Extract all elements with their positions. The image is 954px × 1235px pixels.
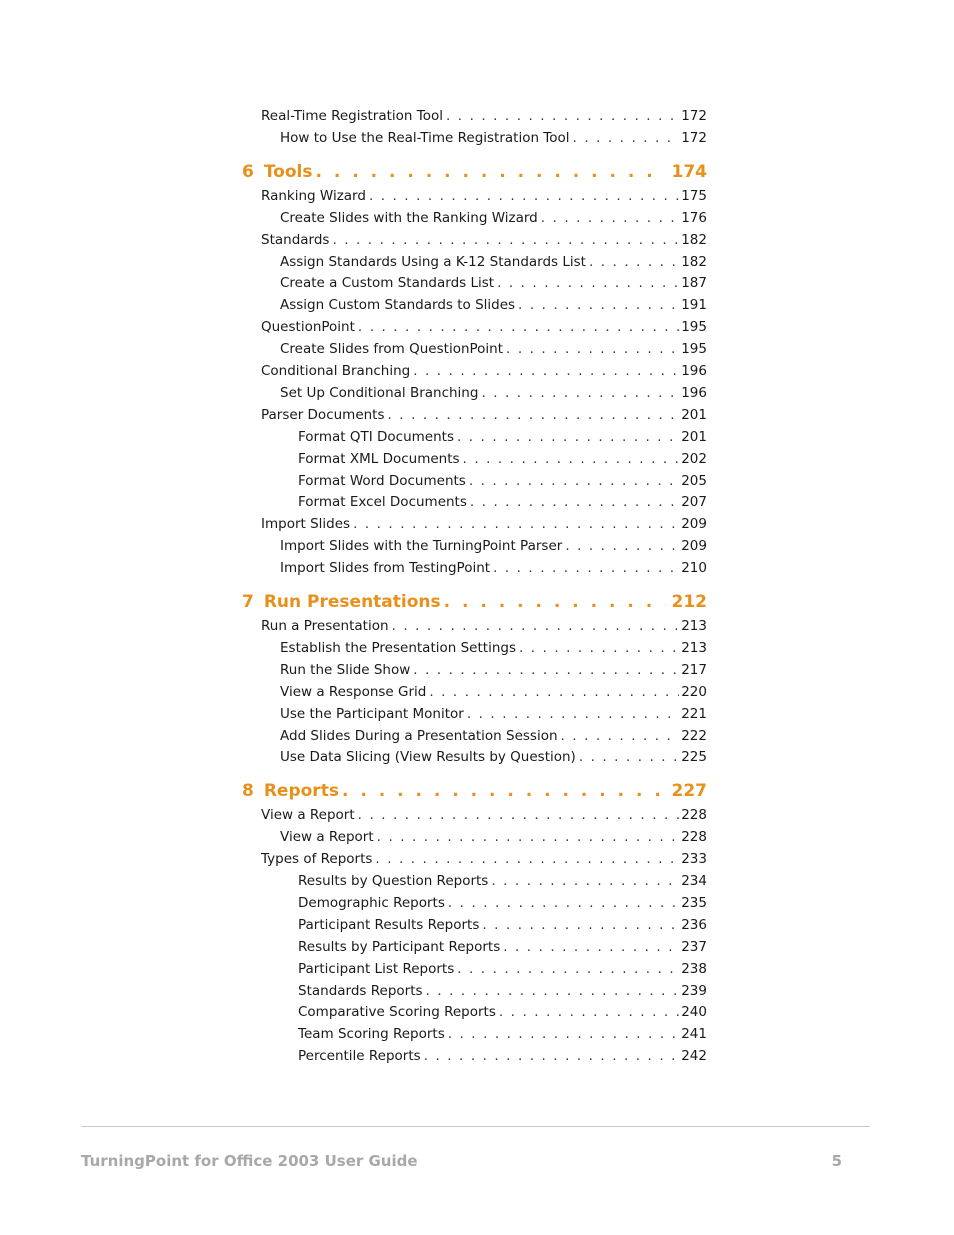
chapter-title: Tools bbox=[263, 161, 313, 182]
toc-entry-level-3[interactable] bbox=[298, 1002, 707, 1022]
toc-entry-level-2[interactable] bbox=[280, 295, 707, 315]
dot-leader bbox=[499, 1002, 679, 1022]
toc-entry-title: Types of Reports bbox=[261, 851, 373, 868]
toc-entry-page-number: 239 bbox=[681, 982, 707, 999]
dot-leader bbox=[565, 536, 679, 556]
toc-entry-level-2[interactable] bbox=[280, 638, 707, 658]
toc-entry-level-3[interactable] bbox=[298, 959, 707, 979]
toc-entry-title: View a Response Grid bbox=[280, 683, 427, 700]
toc-entry-page-number: 205 bbox=[681, 472, 707, 489]
toc-entry-title: Import Slides from TestingPoint bbox=[280, 560, 491, 577]
dot-leader bbox=[491, 871, 679, 891]
toc-entry-title: Use Data Slicing (View Results by Question) bbox=[280, 749, 576, 766]
toc-entry-level-2[interactable] bbox=[280, 383, 707, 403]
toc-entry-title: Set Up Conditional Branching bbox=[280, 384, 479, 401]
dot-leader bbox=[541, 208, 679, 228]
toc-entry-level-1[interactable] bbox=[261, 317, 707, 337]
toc-entry-page-number: 195 bbox=[681, 319, 707, 336]
dot-leader bbox=[457, 427, 679, 447]
toc-entry-page-number: 195 bbox=[681, 341, 707, 358]
dot-leader bbox=[332, 230, 679, 250]
dot-leader bbox=[446, 106, 679, 126]
toc-entry-page-number: 238 bbox=[681, 960, 707, 977]
toc-entry-page-number: 217 bbox=[681, 661, 707, 678]
toc-entry-title: Assign Custom Standards to Slides bbox=[280, 297, 516, 314]
toc-entry-page-number: 209 bbox=[681, 538, 707, 555]
toc-entry-page-number: 234 bbox=[681, 873, 707, 889]
dot-leader bbox=[579, 747, 679, 767]
toc-entry-title: Format QTI Documents bbox=[298, 428, 454, 445]
chapter-heading[interactable] bbox=[242, 590, 707, 614]
footer-page-number: 5 bbox=[831, 1152, 842, 1170]
dot-leader bbox=[448, 1024, 679, 1044]
dot-leader bbox=[497, 273, 679, 293]
toc-entry-level-2[interactable] bbox=[280, 208, 707, 228]
toc-entry-title: Results by Participant Reports bbox=[298, 938, 501, 955]
toc-entry-title: View a Report bbox=[280, 829, 374, 846]
toc-entry-title: Create Slides from QuestionPoint bbox=[280, 341, 504, 358]
toc-entry-title: Create a Custom Standards List bbox=[280, 275, 495, 292]
dot-leader bbox=[316, 160, 666, 184]
toc-entry-page-number: 176 bbox=[681, 209, 707, 226]
chapter-number: 7 bbox=[242, 592, 254, 612]
toc-entry-page-number: 172 bbox=[681, 108, 707, 124]
toc-entry-page-number: 222 bbox=[681, 727, 707, 744]
toc-entry-level-1[interactable] bbox=[261, 106, 707, 126]
toc-entry-level-2[interactable] bbox=[280, 827, 707, 847]
dot-leader bbox=[358, 805, 680, 825]
toc-entry-level-2[interactable] bbox=[280, 252, 707, 272]
toc-entry-title: Run a Presentation bbox=[261, 618, 389, 634]
toc-entry-level-3[interactable] bbox=[298, 893, 707, 913]
toc-entry-level-3[interactable] bbox=[298, 427, 707, 447]
toc-entry-title: Participant List Reports bbox=[298, 960, 455, 977]
toc-entry-title: Parser Documents bbox=[261, 406, 385, 423]
dot-leader bbox=[377, 827, 680, 847]
toc-entry-level-3[interactable] bbox=[298, 449, 707, 469]
dot-leader bbox=[573, 128, 680, 148]
toc-entry-title: Import Slides with the TurningPoint Parser bbox=[280, 538, 563, 555]
dot-leader bbox=[589, 252, 679, 272]
dot-leader bbox=[388, 405, 680, 425]
toc-entry-page-number: 182 bbox=[681, 231, 707, 248]
dot-leader bbox=[358, 317, 679, 337]
toc-entry-page-number: 225 bbox=[681, 749, 707, 766]
toc-entry-level-2[interactable] bbox=[280, 660, 707, 680]
dot-leader bbox=[342, 779, 666, 803]
dot-leader bbox=[493, 558, 679, 578]
toc-entry-title: Conditional Branching bbox=[261, 363, 411, 379]
toc-entry-page-number: 228 bbox=[681, 807, 707, 824]
toc-entry-title: Real-Time Registration Tool bbox=[261, 108, 443, 124]
toc-entry-level-2[interactable] bbox=[280, 339, 707, 359]
toc-entry-title: Add Slides During a Presentation Session bbox=[280, 727, 558, 744]
toc-entry-level-3[interactable] bbox=[298, 1024, 707, 1044]
toc-entry-level-3[interactable] bbox=[298, 871, 707, 891]
toc-entry-level-3[interactable] bbox=[298, 937, 707, 957]
toc-entry-level-2[interactable] bbox=[280, 536, 707, 556]
dot-leader bbox=[444, 590, 666, 614]
dot-leader bbox=[470, 492, 679, 512]
toc-entry-level-3[interactable] bbox=[298, 981, 707, 1001]
toc-entry-page-number: 241 bbox=[681, 1026, 707, 1043]
toc-entry-title: Demographic Reports bbox=[298, 894, 445, 911]
dot-leader bbox=[469, 471, 679, 491]
dot-leader bbox=[413, 660, 679, 680]
toc-entry-page-number: 210 bbox=[681, 560, 707, 577]
dot-leader bbox=[519, 638, 679, 658]
dot-leader bbox=[369, 186, 679, 206]
toc-entry-page-number: 207 bbox=[681, 494, 707, 511]
toc-entry-level-1[interactable] bbox=[261, 186, 707, 206]
dot-leader bbox=[429, 682, 679, 702]
chapter-page-number: 212 bbox=[671, 592, 707, 612]
dot-leader bbox=[457, 959, 679, 979]
chapter-number: 6 bbox=[242, 161, 254, 182]
toc-entry-level-2[interactable] bbox=[280, 128, 707, 148]
footer-divider bbox=[81, 1126, 870, 1127]
dot-leader bbox=[463, 449, 680, 469]
dot-leader bbox=[375, 849, 679, 869]
toc-entry-title: Assign Standards Using a K-12 Standards List bbox=[280, 253, 586, 270]
toc-entry-page-number: 220 bbox=[681, 683, 707, 700]
toc-entry-level-2[interactable] bbox=[280, 704, 707, 724]
toc-entry-level-1[interactable] bbox=[261, 361, 707, 381]
toc-entry-title: How to Use the Real-Time Registration Tool bbox=[280, 129, 570, 146]
toc-entry-page-number: 191 bbox=[681, 297, 707, 314]
toc-entry-title: Standards bbox=[261, 231, 330, 248]
chapter-page-number: 227 bbox=[671, 781, 707, 802]
toc-entry-level-3[interactable] bbox=[298, 915, 707, 935]
dot-leader bbox=[482, 915, 679, 935]
dot-leader bbox=[561, 726, 680, 746]
dot-leader bbox=[481, 383, 679, 403]
dot-leader bbox=[503, 937, 679, 957]
toc-entry-level-1[interactable] bbox=[261, 805, 707, 825]
toc-entry-level-2[interactable] bbox=[280, 682, 707, 702]
chapter-title: Reports bbox=[263, 781, 339, 802]
dot-leader bbox=[506, 339, 679, 359]
toc-entry-level-3[interactable] bbox=[298, 1046, 707, 1066]
chapter-heading[interactable] bbox=[242, 779, 707, 803]
toc-entry-level-1[interactable] bbox=[261, 514, 707, 534]
toc-entry-title: View a Report bbox=[261, 807, 355, 824]
footer-title: TurningPoint for Office 2003 User Guide bbox=[81, 1152, 418, 1170]
toc-entry-page-number: 213 bbox=[681, 618, 707, 634]
dot-leader bbox=[353, 514, 679, 534]
dot-leader bbox=[467, 704, 679, 724]
toc-entry-level-2[interactable] bbox=[280, 747, 707, 767]
toc-entry-page-number: 196 bbox=[681, 384, 707, 401]
chapter-title: Run Presentations bbox=[263, 592, 441, 612]
toc-entry-page-number: 182 bbox=[681, 253, 707, 270]
toc-entry-title: Standards Reports bbox=[298, 982, 423, 999]
toc-entry-title: Run the Slide Show bbox=[280, 661, 411, 678]
toc-entry-level-1[interactable] bbox=[261, 230, 707, 250]
chapter-number: 8 bbox=[242, 781, 254, 802]
toc-entry-title: Format XML Documents bbox=[298, 450, 460, 467]
toc-entry-page-number: 172 bbox=[681, 129, 707, 146]
toc-entry-title: Participant Results Reports bbox=[298, 916, 480, 933]
chapter-heading[interactable] bbox=[242, 160, 707, 184]
toc-entry-title: Team Scoring Reports bbox=[298, 1026, 445, 1043]
dot-leader bbox=[392, 616, 680, 636]
toc-entry-page-number: 209 bbox=[681, 516, 707, 533]
toc-entry-page-number: 187 bbox=[681, 275, 707, 292]
toc-entry-title: Comparative Scoring Reports bbox=[298, 1004, 496, 1021]
toc-entry-level-3[interactable] bbox=[298, 492, 707, 512]
toc-entry-level-1[interactable] bbox=[261, 405, 707, 425]
toc-entry-page-number: 236 bbox=[681, 916, 707, 933]
toc-entry-title: Import Slides bbox=[261, 516, 351, 533]
toc-entry-title: Format Excel Documents bbox=[298, 494, 467, 511]
toc-entry-page-number: 240 bbox=[681, 1004, 707, 1021]
toc-entry-page-number: 201 bbox=[681, 428, 707, 445]
dot-leader bbox=[518, 295, 679, 315]
dot-leader bbox=[424, 1046, 680, 1066]
toc-entry-title: Percentile Reports bbox=[298, 1048, 421, 1065]
toc-entry-level-3[interactable] bbox=[298, 471, 707, 491]
toc-entry-page-number: 175 bbox=[681, 187, 707, 204]
toc-entry-page-number: 237 bbox=[681, 938, 707, 955]
toc-entry-title: Use the Participant Monitor bbox=[280, 705, 464, 722]
dot-leader bbox=[426, 981, 680, 1001]
toc-entry-level-1[interactable] bbox=[261, 616, 707, 636]
toc-entry-page-number: 235 bbox=[681, 894, 707, 911]
toc-entry-title: QuestionPoint bbox=[261, 319, 355, 336]
chapter-page-number: 174 bbox=[671, 161, 707, 182]
toc-entry-level-2[interactable] bbox=[280, 273, 707, 293]
toc-entry-title: Results by Question Reports bbox=[298, 873, 489, 889]
toc-entry-page-number: 202 bbox=[681, 450, 707, 467]
toc-entry-page-number: 233 bbox=[681, 851, 707, 868]
toc-entry-page-number: 221 bbox=[681, 705, 707, 722]
toc-entry-page-number: 213 bbox=[681, 639, 707, 656]
toc-entry-level-1[interactable] bbox=[261, 849, 707, 869]
toc-entry-level-2[interactable] bbox=[280, 558, 707, 578]
toc-entry-title: Create Slides with the Ranking Wizard bbox=[280, 209, 538, 226]
dot-leader bbox=[413, 361, 679, 381]
toc-entry-page-number: 196 bbox=[681, 363, 707, 379]
toc-entry-title: Format Word Documents bbox=[298, 472, 466, 489]
dot-leader bbox=[448, 893, 679, 913]
toc-entry-page-number: 242 bbox=[681, 1048, 707, 1065]
toc-entry-title: Establish the Presentation Settings bbox=[280, 639, 516, 656]
toc-entry-page-number: 201 bbox=[681, 406, 707, 423]
toc-entry-page-number: 228 bbox=[681, 829, 707, 846]
toc-entry-level-2[interactable] bbox=[280, 726, 707, 746]
toc-entry-title: Ranking Wizard bbox=[261, 187, 366, 204]
